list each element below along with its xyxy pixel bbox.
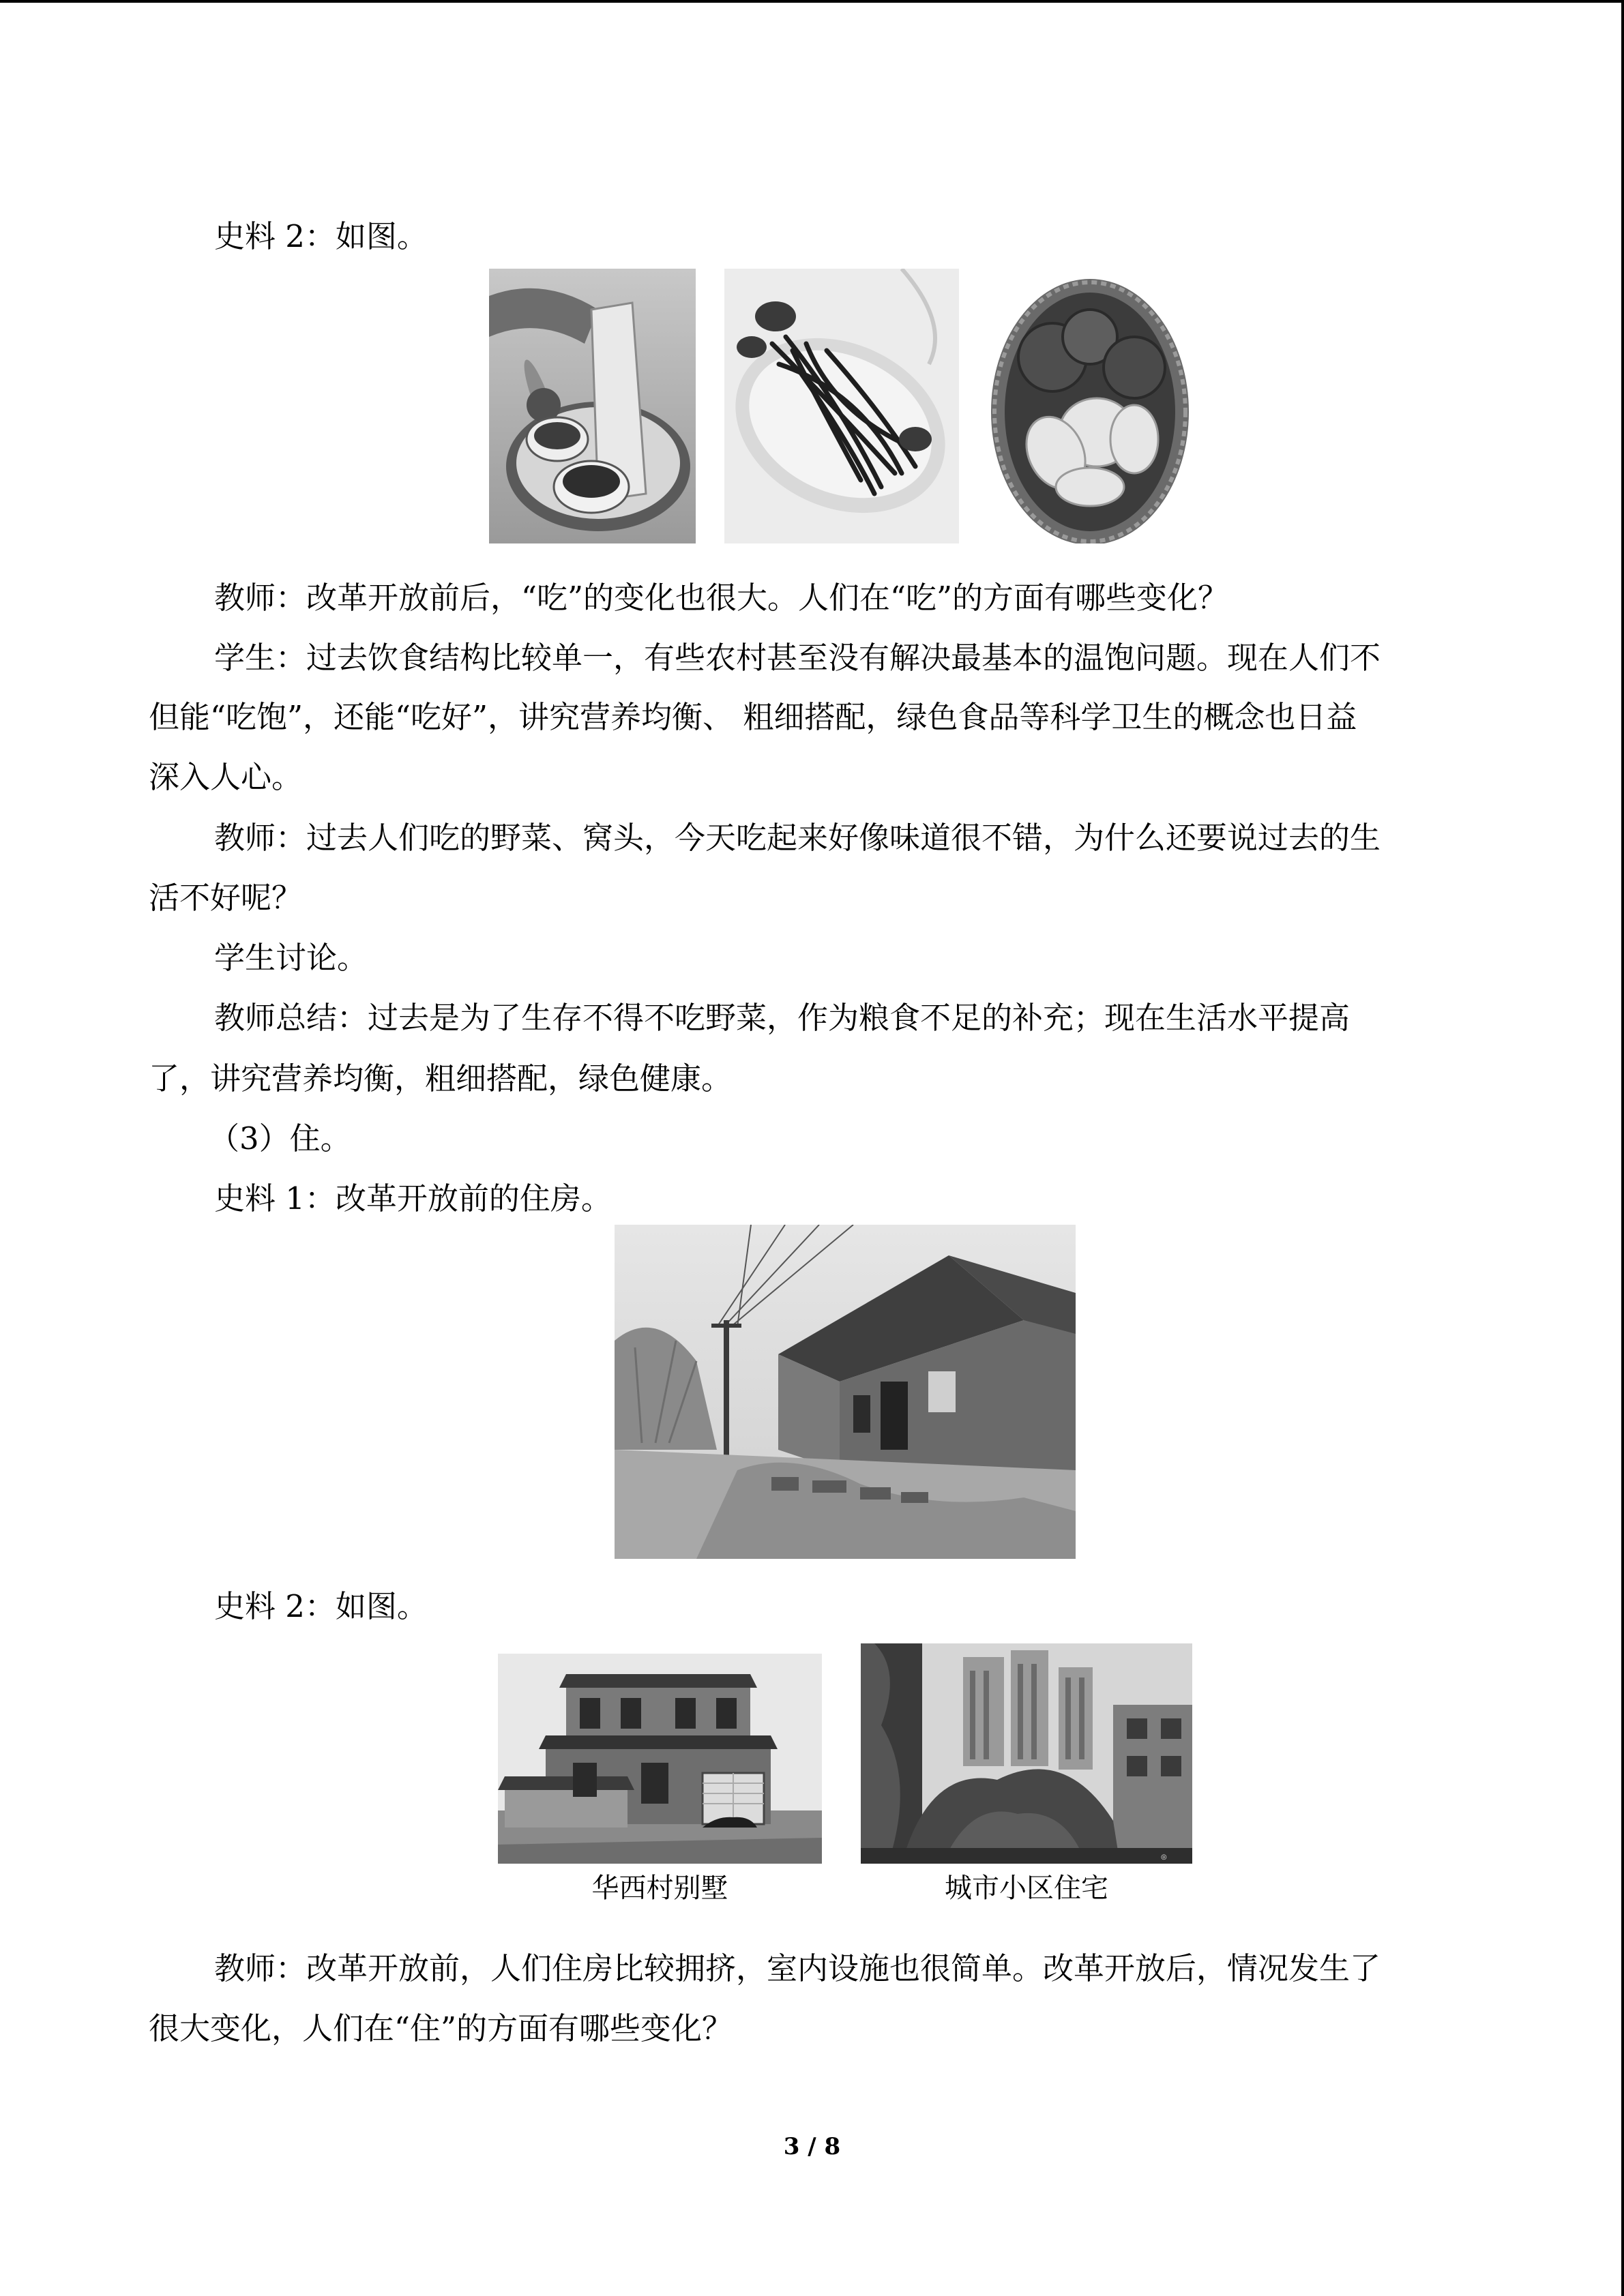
paragraph-teacher-eat-question: 教师：改革开放前后，“吃”的变化也很大。人们在“吃”的方面有哪些变化？ — [214, 580, 1229, 616]
paragraph-teacher-wildveg-line2: 活不好呢？ — [149, 880, 303, 916]
villa-caption: 华西村别墅 — [591, 1873, 728, 1904]
paragraph-student-eat-line1: 学生：过去饮食结构比较单一，有些农村甚至没有解决最基本的温饱问题。现在人们不 — [214, 640, 1381, 676]
page-border-top — [0, 0, 1624, 3]
paragraph-student-eat-line2: 但能“吃饱”，还能“吃好”，讲究营养均衡、 粗细搭配，绿色食品等科学卫生的概念也日益 — [149, 699, 1357, 735]
section-heading-housing: （3）住。 — [209, 1120, 351, 1157]
page-number: 3 / 8 — [783, 2133, 841, 2160]
food-photo-basket-cornbread — [988, 269, 1192, 543]
paragraph-teacher-housing-line2: 很大变化，人们在“住”的方面有哪些变化？ — [149, 2010, 733, 2046]
old-house-photo — [615, 1225, 1076, 1559]
food-photo-wild-vegetables — [724, 269, 959, 543]
paragraph-teacher-housing-line1: 教师：改革开放前，人们住房比较拥挤，室内设施也很简单。改革开放后，情况发生了 — [214, 1950, 1381, 1986]
svg-text:◎: ◎ — [1161, 1853, 1167, 1861]
paragraph-source-new-houses: 史料 2：如图。 — [214, 1588, 428, 1624]
villa-photo — [498, 1654, 822, 1864]
paragraph-student-discussion: 学生讨论。 — [214, 940, 368, 976]
apartment-photo — [861, 1643, 1192, 1864]
paragraph-source-old-house: 史料 1：改革开放前的住房。 — [214, 1180, 612, 1217]
paragraph-teacher-summary-line2: 了，讲究营养均衡，粗细搭配，绿色健康。 — [149, 1060, 733, 1097]
paragraph-student-eat-line3: 深入人心。 — [149, 759, 303, 795]
paragraph-teacher-wildveg-line1: 教师：过去人们吃的野菜、窝头，今天吃起来好像味道很不错，为什么还要说过去的生 — [214, 820, 1381, 856]
paragraph-source-food: 史料 2：如图。 — [214, 218, 428, 254]
paragraph-teacher-summary-line1: 教师总结：过去是为了生存不得不吃野菜，作为粮食不足的补充；现在生活水平提高 — [214, 1000, 1350, 1036]
food-photo-flatbread — [489, 269, 696, 543]
apartment-caption: 城市小区住宅 — [945, 1873, 1108, 1904]
page-border-right — [1621, 0, 1624, 2296]
